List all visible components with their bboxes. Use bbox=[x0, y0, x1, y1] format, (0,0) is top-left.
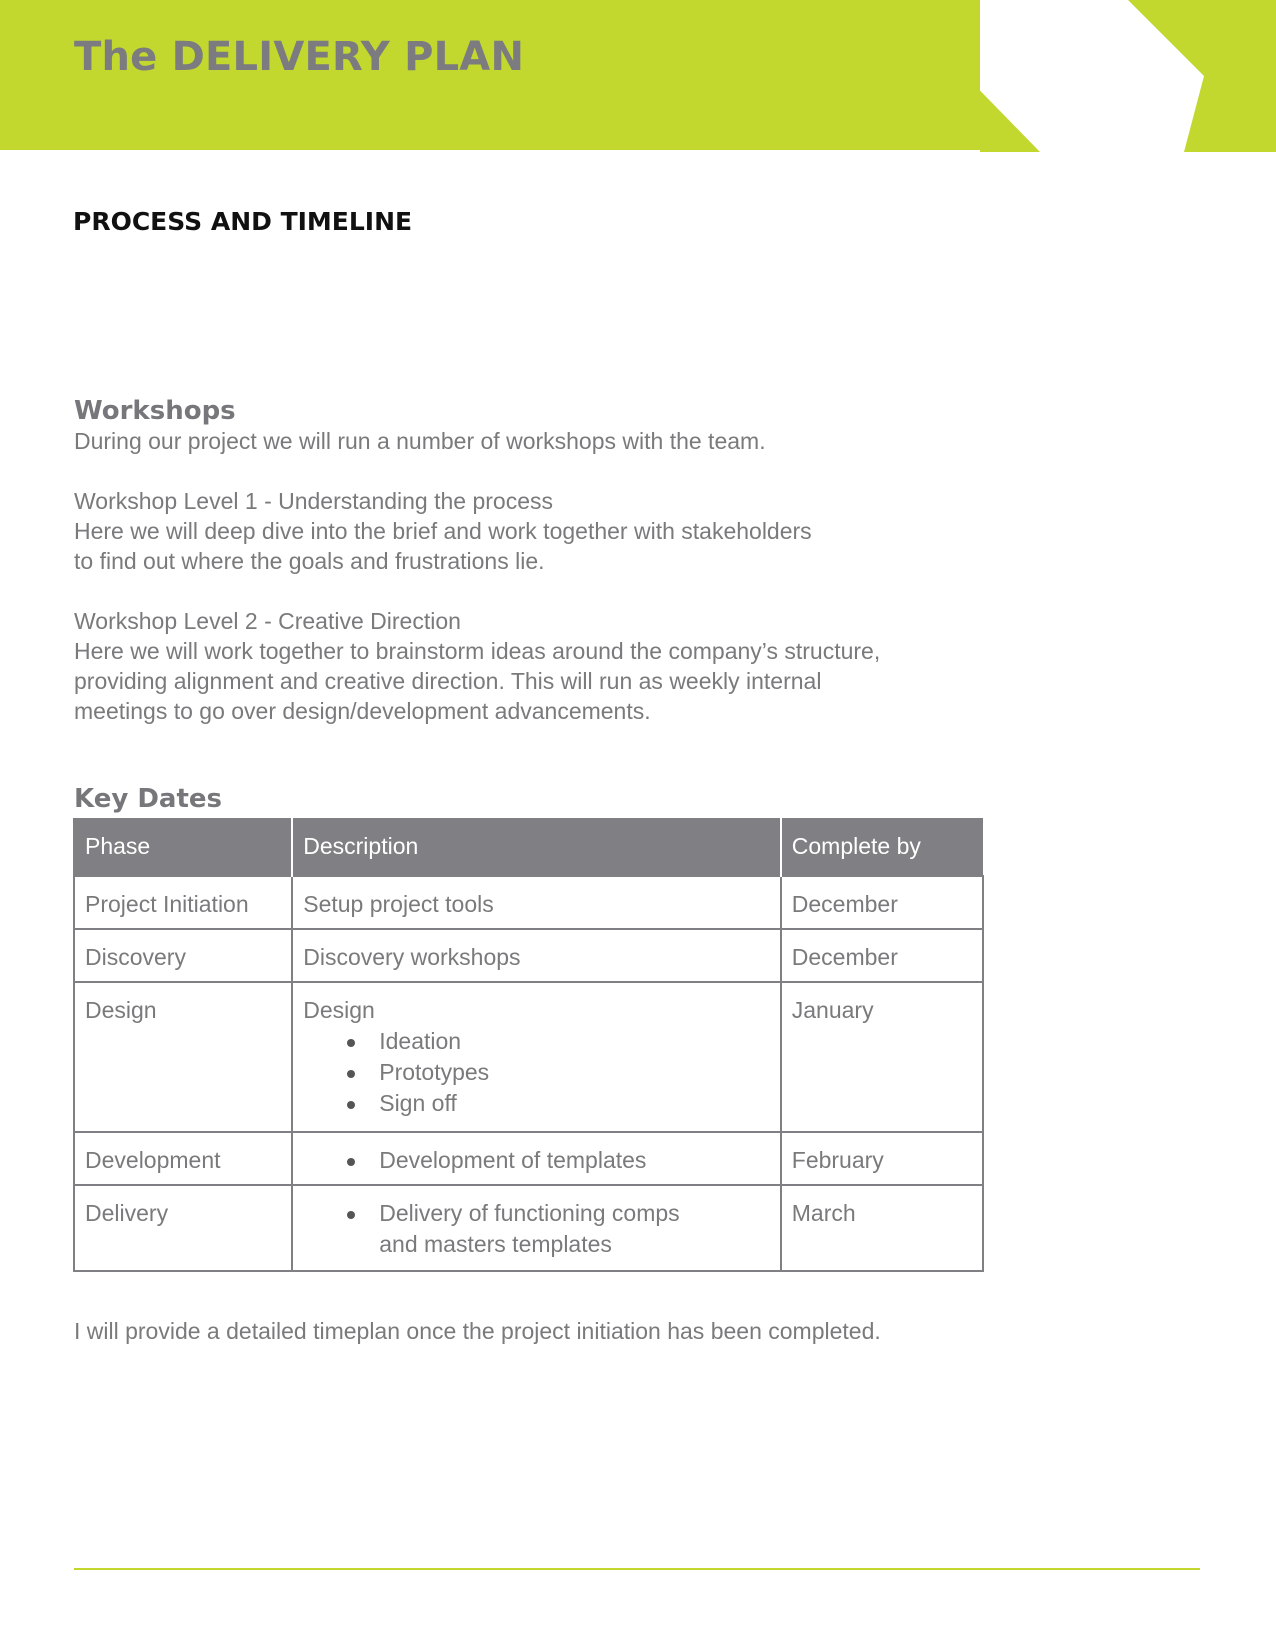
complete-by-cell: January bbox=[781, 982, 983, 1132]
bullet-item: Development of templates bbox=[379, 1145, 770, 1176]
workshop-level2-line: Here we will work together to brainstorm ideas around the company’s structure, bbox=[74, 638, 881, 664]
bullet-item: Sign off bbox=[379, 1088, 770, 1119]
footer-divider bbox=[74, 1568, 1200, 1570]
complete-by-cell: December bbox=[781, 876, 983, 929]
description-text: Design bbox=[303, 997, 375, 1023]
bullet-item: Prototypes bbox=[379, 1057, 770, 1088]
table-header-row bbox=[74, 818, 983, 876]
phase-cell: Development bbox=[74, 1132, 292, 1185]
table-row bbox=[74, 1185, 983, 1271]
bullet-item: Delivery of functioning comps and masters templates bbox=[379, 1198, 709, 1260]
phase-cell: Discovery bbox=[74, 929, 292, 982]
description-cell: Discovery workshops bbox=[292, 929, 781, 982]
description-cell bbox=[292, 982, 781, 1132]
column-header-complete-by: Complete by bbox=[781, 818, 983, 876]
header-decorative-shape bbox=[980, 0, 1276, 152]
phase-cell: Project Initiation bbox=[74, 876, 292, 929]
description-cell bbox=[292, 1132, 781, 1185]
bullet-item: Ideation bbox=[379, 1026, 770, 1057]
complete-by-cell: December bbox=[781, 929, 983, 982]
workshops-intro: During our project we will run a number of workshops with the team. bbox=[74, 428, 766, 454]
section-title: PROCESS AND TIMELINE bbox=[73, 207, 413, 236]
workshop-level2-line: providing alignment and creative direction. This will run as weekly internal bbox=[74, 668, 822, 694]
column-header-phase: Phase bbox=[74, 818, 292, 876]
description-cell bbox=[292, 1185, 781, 1271]
workshops-heading: Workshops bbox=[74, 396, 236, 426]
workshops-section bbox=[74, 396, 1074, 726]
complete-by-cell: February bbox=[781, 1132, 983, 1185]
bullet-list bbox=[303, 1198, 770, 1260]
footer-note: I will provide a detailed timeplan once the project initiation has been completed. bbox=[74, 1318, 881, 1344]
key-dates-heading: Key Dates bbox=[74, 784, 222, 814]
description-cell: Setup project tools bbox=[292, 876, 781, 929]
column-header-description: Description bbox=[292, 818, 781, 876]
workshop-level1-title: Workshop Level 1 - Understanding the process bbox=[74, 488, 554, 514]
workshop-level1-line: to find out where the goals and frustrations lie. bbox=[74, 548, 545, 574]
key-dates-table bbox=[73, 818, 984, 1272]
table-row bbox=[74, 1132, 983, 1185]
workshop-level2-title: Workshop Level 2 - Creative Direction bbox=[74, 608, 461, 634]
bullet-list bbox=[303, 1145, 770, 1176]
workshop-level1-line: Here we will deep dive into the brief and work together with stakeholders bbox=[74, 518, 812, 544]
table-row bbox=[74, 982, 983, 1132]
table-row bbox=[74, 876, 983, 929]
workshop-level2-line: meetings to go over design/development advancements. bbox=[74, 698, 651, 724]
complete-by-cell: March bbox=[781, 1185, 983, 1271]
phase-cell: Design bbox=[74, 982, 292, 1132]
phase-cell: Delivery bbox=[74, 1185, 292, 1271]
bullet-list bbox=[303, 1026, 770, 1119]
document-title: The DELIVERY PLAN bbox=[74, 34, 525, 80]
table-row bbox=[74, 929, 983, 982]
